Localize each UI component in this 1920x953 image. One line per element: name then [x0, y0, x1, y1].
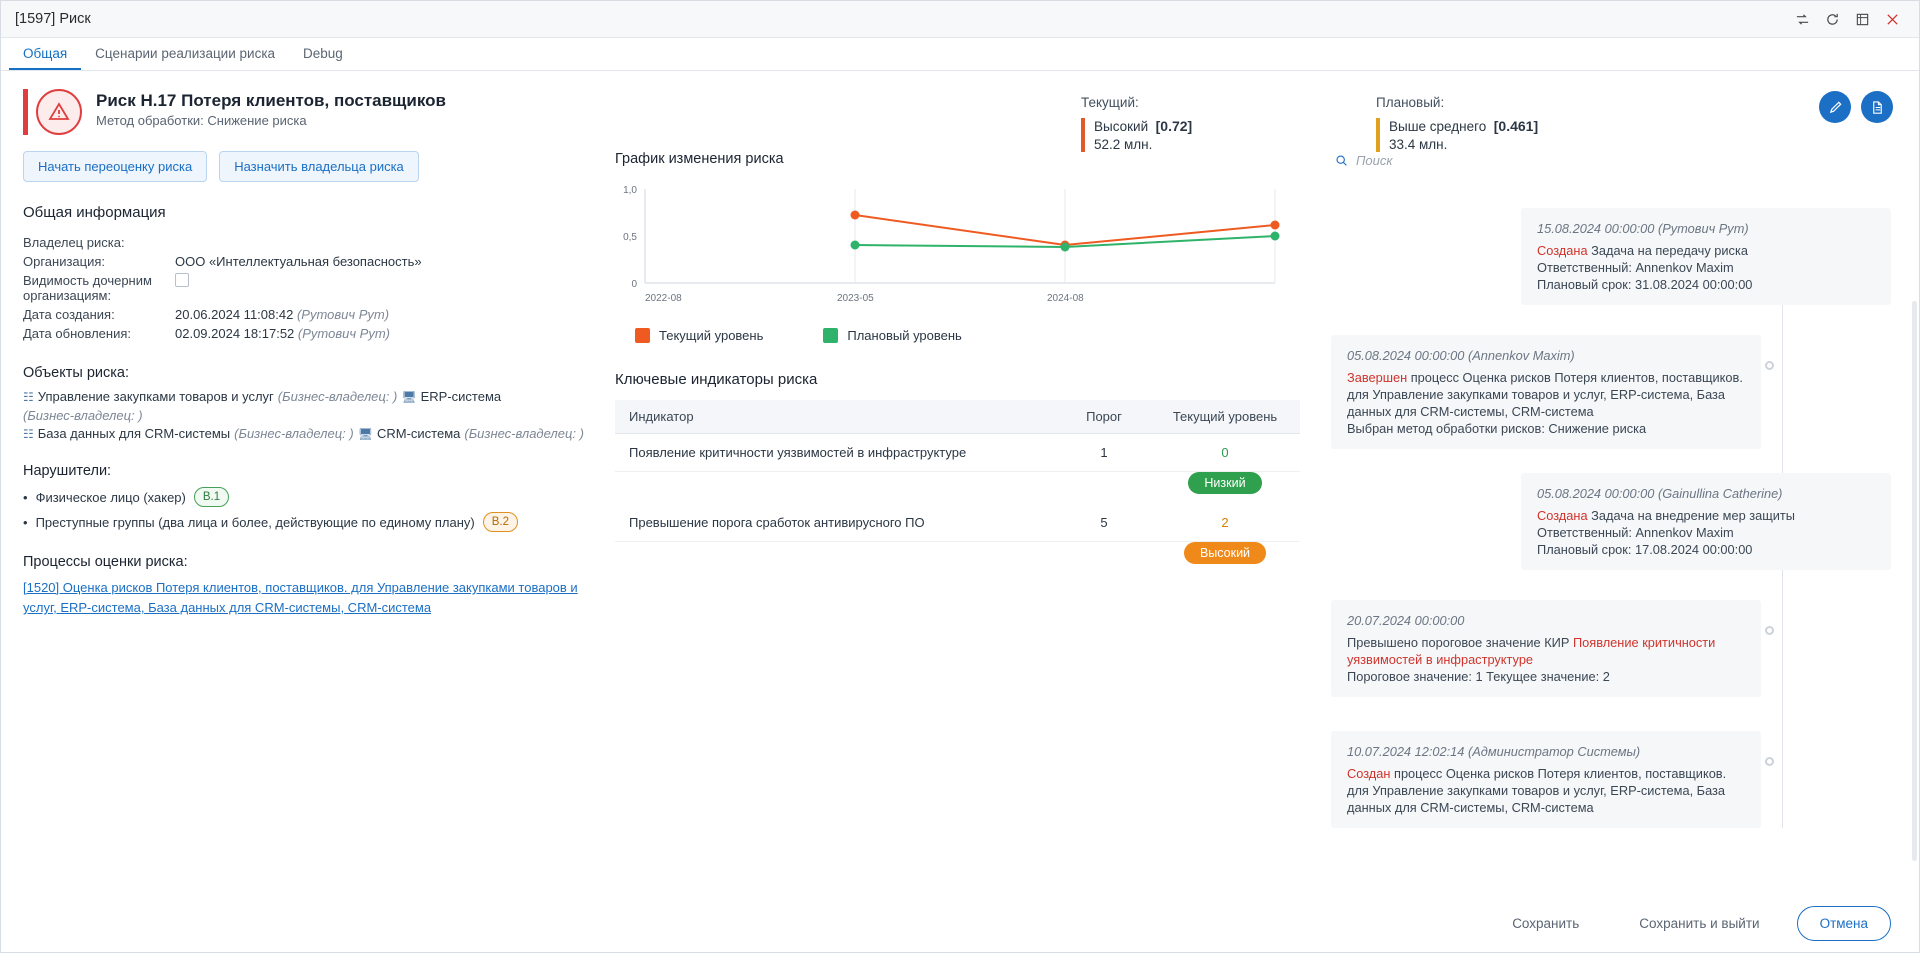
- header-actions: [1819, 91, 1893, 123]
- legend-label-planned: Плановый уровень: [847, 328, 962, 343]
- violator-tag: В.1: [194, 487, 229, 507]
- svg-text:2023-05: 2023-05: [837, 293, 874, 304]
- feed-accent: Создана: [1537, 508, 1588, 523]
- feed-accent-tail: Появление критичности уязвимостей в инфраструктуре: [1347, 635, 1716, 667]
- status-badge: Высокий: [1184, 542, 1266, 564]
- violators-list: [23, 487, 593, 532]
- start-reassessment-button[interactable]: Начать переоценку риска: [23, 151, 207, 182]
- kri-col-current: Текущий уровень: [1150, 400, 1300, 434]
- violators-title: Нарушители:: [23, 463, 112, 479]
- feed-line-2: Плановый срок: 17.08.2024 00:00:00: [1537, 542, 1753, 557]
- tab-scenarios[interactable]: Сценарии реализации риска: [95, 45, 276, 61]
- database-icon: ☷: [23, 426, 34, 441]
- kri-title: Ключевые индикаторы риска: [615, 371, 818, 388]
- table-row[interactable]: [615, 434, 1300, 472]
- current-level-value: Высокий [0.72]: [1094, 118, 1193, 134]
- svg-text:2024-08: 2024-08: [1047, 293, 1084, 304]
- kri-table: [615, 400, 1300, 570]
- risk-object-row: [23, 426, 593, 441]
- risk-object-row: [23, 389, 593, 423]
- field-author-updated: (Рутович Рут): [297, 326, 391, 341]
- kri-col-indicator: Индикатор: [615, 400, 1058, 434]
- feed-line-1: Ответственный: Annenkov Maxim: [1537, 260, 1734, 275]
- feed-text: процесс Оценка рисков Потеря клиентов, поставщиков. для Управление закупками товаров и услуг, ERP-система, База данных для CRM-системы, CRM-система: [1347, 370, 1743, 419]
- feed-line-1: Ответственный: Annenkov Maxim: [1537, 525, 1734, 540]
- risk-object-owner: (Бизнес-владелец: ): [234, 426, 354, 441]
- feed-date: 05.08.2024 00:00:00 (Gainullina Catherine): [1537, 486, 1783, 501]
- field-label-org: Организация:: [23, 254, 106, 269]
- main-content: [1, 141, 1919, 953]
- feed-text: Задача на внедрение мер защиты: [1587, 508, 1795, 523]
- footer-actions: [1, 894, 1919, 952]
- legend-label-current: Текущий уровень: [659, 328, 764, 343]
- feed-body: [1347, 369, 1745, 420]
- kri-threshold: 5: [1058, 504, 1150, 542]
- field-value-created: 20.06.2024 11:08:42: [175, 307, 294, 322]
- feed-body: [1537, 507, 1875, 524]
- edit-icon[interactable]: [1819, 91, 1851, 123]
- planned-level-money: 33.4 млн.: [1389, 137, 1448, 152]
- field-row-visibility: [23, 271, 593, 305]
- field-label-created: Дата создания:: [23, 307, 115, 322]
- processes-block: [23, 578, 593, 618]
- feed-text: процесс Оценка рисков Потеря клиентов, поставщиков. для Управление закупками товаров и услуг, ERP-система, База данных для CRM-системы, CRM-система: [1347, 766, 1727, 815]
- feed-line-1: Пороговое значение: 1 Текущее значение: 2: [1347, 669, 1610, 684]
- field-label-owner: Владелец риска:: [23, 235, 125, 250]
- kri-indicator: Появление критичности уязвимостей в инфраструктуре: [615, 434, 1058, 472]
- svg-text:0: 0: [631, 279, 637, 290]
- left-action-buttons: [23, 151, 593, 182]
- window-title: [1597] Риск: [15, 11, 91, 27]
- search-icon: [1335, 154, 1348, 167]
- assign-owner-button[interactable]: Назначить владельца риска: [219, 151, 419, 182]
- planned-level-value: Выше среднего [0.461]: [1389, 118, 1539, 134]
- risk-object-name-2: CRM-система: [376, 426, 461, 441]
- current-level-score: [0.72]: [1155, 118, 1193, 134]
- tab-debug[interactable]: Debug: [303, 45, 343, 61]
- risk-change-chart: [615, 179, 1305, 343]
- feed-item: [1331, 335, 1761, 449]
- kri-current-value: 2: [1221, 515, 1229, 530]
- feed-dot: [1765, 361, 1774, 370]
- general-info-title: Общая информация: [23, 204, 166, 221]
- feed-dot: [1765, 626, 1774, 635]
- field-row-updated: [23, 324, 593, 343]
- save-and-exit-button[interactable]: Сохранить и выйти: [1616, 906, 1782, 941]
- document-icon[interactable]: [1861, 91, 1893, 123]
- risk-header: [1, 71, 1919, 152]
- feed-item: [1521, 208, 1891, 305]
- risk-chart-svg: [615, 179, 1305, 319]
- refresh-icon[interactable]: [1819, 6, 1845, 32]
- feed-text: Превышено пороговое значение КИР: [1347, 635, 1573, 650]
- field-label-updated: Дата обновления:: [23, 326, 131, 341]
- vertical-scrollbar[interactable]: [1912, 301, 1917, 861]
- field-row-org: [23, 252, 593, 271]
- visibility-checkbox[interactable]: [175, 273, 189, 287]
- risk-object-name: Управление закупками товаров и услуг: [37, 389, 274, 404]
- kri-current-value: 0: [1221, 445, 1229, 460]
- middle-column: [615, 141, 1315, 953]
- risk-method: Метод обработки: Снижение риска: [96, 113, 307, 128]
- field-value-updated: 02.09.2024 18:17:52: [175, 326, 295, 341]
- objects-title: Объекты риска:: [23, 365, 129, 381]
- feed-line-1: Выбран метод обработки рисков: Снижение риска: [1347, 421, 1647, 436]
- feed-dot: [1765, 757, 1774, 766]
- list-item: [23, 487, 593, 507]
- current-level-money: 52.2 млн.: [1094, 137, 1153, 152]
- swap-icon[interactable]: [1789, 6, 1815, 32]
- kri-col-threshold: Порог: [1058, 400, 1150, 434]
- field-label-visibility: Видимость дочерним организациям:: [23, 273, 152, 303]
- search-input[interactable]: Поиск: [1356, 153, 1393, 168]
- legend-swatch-planned: [823, 328, 838, 343]
- risk-accent-bar: [23, 89, 28, 135]
- save-button[interactable]: Сохранить: [1489, 906, 1602, 941]
- violator-tag: В.2: [483, 512, 518, 532]
- chart-legend: [615, 328, 1305, 343]
- feed-item: [1331, 600, 1761, 697]
- kri-indicator: Превышение порога сработок антивирусного ПО: [615, 504, 1058, 542]
- assessment-process-link[interactable]: [1520] Оценка рисков Потеря клиентов, поставщиков. для Управление закупками товаров и услуг, ERP-система, База данных для CRM-системы, CRM-система: [23, 580, 578, 615]
- field-value-owner: [175, 233, 593, 252]
- table-row[interactable]: [615, 504, 1300, 542]
- risk-object-owner: (Бизнес-владелец: ): [277, 389, 398, 404]
- field-value-org: ООО «Интеллектуальная безопасность»: [175, 254, 422, 269]
- feed-search[interactable]: [1327, 151, 1891, 182]
- planned-level-caption: Плановый:: [1376, 95, 1445, 110]
- chart-title: График изменения риска: [615, 151, 784, 167]
- feed-accent: Завершен: [1347, 370, 1408, 385]
- feed-date: 10.07.2024 12:02:14 (Администратор Системы): [1347, 744, 1641, 759]
- general-info-table: [23, 233, 593, 343]
- restore-icon[interactable]: [1849, 6, 1875, 32]
- table-row-badge: [615, 472, 1300, 505]
- feed-text: Задача на передачу риска: [1587, 243, 1748, 258]
- violator-label: • Преступные группы (два лица и более, действующие по единому плану): [35, 514, 475, 530]
- process-icon: ☷: [23, 389, 34, 404]
- feed-accent: Создана: [1537, 243, 1588, 258]
- risk-object-owner-2: (Бизнес-владелец: ): [464, 426, 584, 441]
- field-row-owner: [23, 233, 593, 252]
- feed-date: 05.08.2024 00:00:00 (Annenkov Maxim): [1347, 348, 1575, 363]
- legend-item-current: [635, 328, 763, 343]
- legend-swatch-current: [635, 328, 650, 343]
- feed-date: 15.08.2024 00:00:00 (Рутович Рут): [1537, 221, 1749, 236]
- risk-warning-icon: [36, 89, 82, 135]
- table-row-badge: [615, 542, 1300, 571]
- risk-object-name: База данных для CRM-системы: [37, 426, 231, 441]
- svg-text:2022-08: 2022-08: [645, 293, 682, 304]
- feed-date: 20.07.2024 00:00:00: [1347, 613, 1465, 628]
- left-column: [1, 141, 615, 953]
- current-level-block: [1081, 95, 1192, 152]
- current-level-caption: Текущий:: [1081, 95, 1139, 110]
- feed-body: [1347, 765, 1745, 816]
- status-badge: Низкий: [1188, 472, 1261, 494]
- close-icon[interactable]: [1879, 6, 1905, 32]
- feed-body: [1537, 242, 1875, 259]
- system-icon: 🖥: [357, 426, 373, 441]
- feed-item: [1521, 473, 1891, 570]
- legend-item-planned: [823, 328, 961, 343]
- processes-title: Процессы оценки риска:: [23, 554, 188, 570]
- field-row-created: [23, 305, 593, 324]
- feed-body: [1347, 634, 1745, 668]
- violator-label: • Физическое лицо (хакер): [35, 489, 186, 505]
- planned-level-score: [0.461]: [1493, 118, 1539, 134]
- list-item: [23, 512, 593, 532]
- feed-accent: Создан: [1347, 766, 1391, 781]
- svg-text:1,0: 1,0: [623, 185, 637, 196]
- system-icon: 🖥: [401, 389, 417, 404]
- svg-text:0,5: 0,5: [623, 232, 637, 243]
- tab-obshaya[interactable]: Общая: [9, 38, 81, 70]
- cancel-button[interactable]: Отмена: [1797, 906, 1891, 941]
- risk-object-name-2: ERP-система: [420, 389, 502, 404]
- activity-feed-column: [1315, 141, 1919, 953]
- feed-item: [1331, 731, 1761, 828]
- kri-threshold: 1: [1058, 434, 1150, 472]
- risk-object-owner-2: (Бизнес-владелец: ): [23, 408, 143, 423]
- window-titlebar: [1, 1, 1919, 38]
- tabbar: [1, 38, 1919, 71]
- page-title: Риск Н.17 Потеря клиентов, поставщиков: [96, 91, 446, 110]
- field-author-created: (Рутович Рут): [296, 307, 390, 322]
- feed-line-2: Плановый срок: 31.08.2024 00:00:00: [1537, 277, 1753, 292]
- kri-header-row: [615, 400, 1300, 434]
- activity-feed: [1327, 208, 1891, 828]
